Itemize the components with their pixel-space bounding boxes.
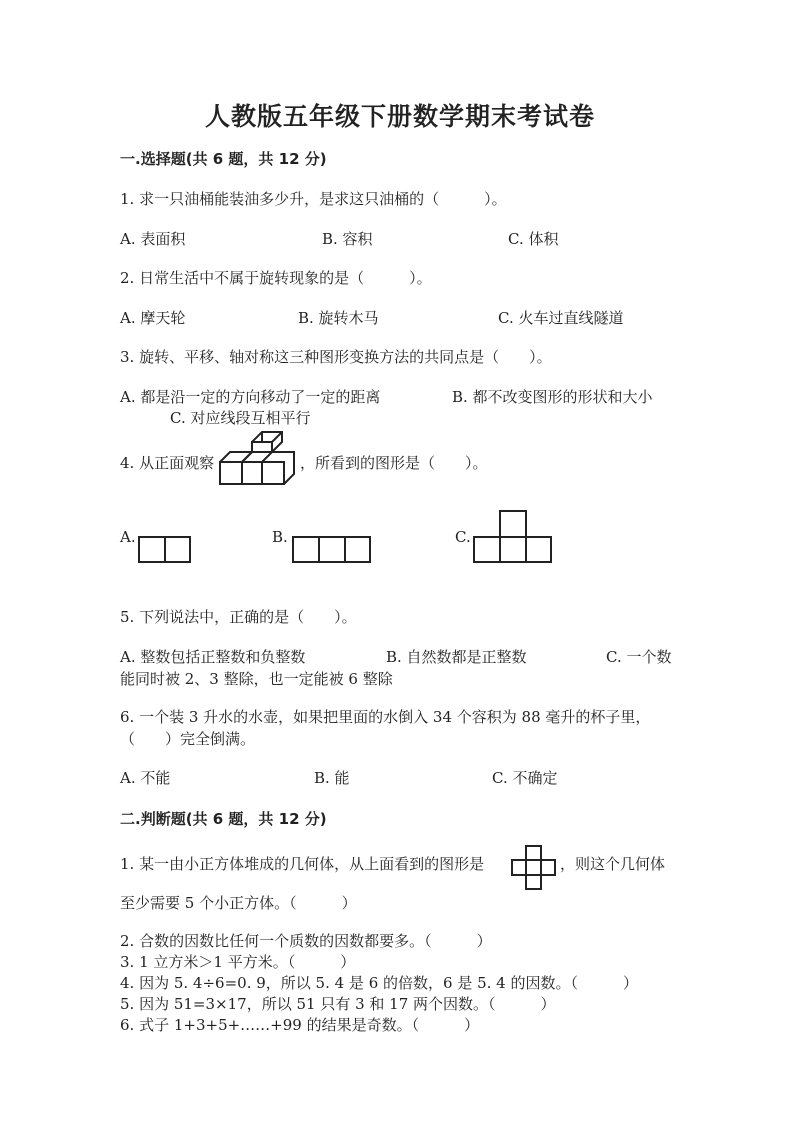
judge-question-5: 5. 因为 51=3×17，所以 51 只有 3 和 17 两个因数。（ ） xyxy=(120,995,556,1013)
q1-option-b: B. 容积 xyxy=(322,230,373,248)
q6-option-c: C. 不确定 xyxy=(492,769,558,787)
question-1: 1. 求一只油桶能装油多少升，是求这只油桶的（ ）。 xyxy=(120,190,507,208)
question-6-line2: （ ）完全倒满。 xyxy=(120,730,256,748)
judge-question-1-end: ，则这个几何体 xyxy=(560,855,666,873)
q4-option-a-figure xyxy=(138,536,192,564)
judge-question-1-line2: 至少需要 5 个小正方体。（ ） xyxy=(120,894,357,912)
q2-option-b: B. 旋转木马 xyxy=(298,309,379,327)
q5-option-a: A. 整数包括正整数和负整数 xyxy=(120,648,306,666)
judge-question-1-start: 1. 某一由小正方体堆成的几何体，从上面看到的图形是 xyxy=(120,855,485,873)
q3-option-c: C. 对应线段互相平行 xyxy=(170,409,311,427)
question-6-line1: 6. 一个装 3 升水的水壶，如果把里面的水倒入 34 个容积为 88 毫升的杯子里， xyxy=(120,708,651,726)
judge-question-4: 4. 因为 5. 4÷6=0. 9，所以 5. 4 是 6 的倍数，6 是 5. 4 的因数。（ ） xyxy=(120,974,638,992)
q4-option-b-figure xyxy=(292,536,372,564)
page-title: 人教版五年级下册数学期末考试卷 xyxy=(204,102,595,131)
question-3: 3. 旋转、平移、轴对称这三种图形变换方法的共同点是（ ）。 xyxy=(120,348,552,366)
question-5: 5. 下列说法中，正确的是（ ）。 xyxy=(120,608,357,626)
q5-option-b: B. 自然数都是正整数 xyxy=(386,648,527,666)
question-4-end: ，所看到的图形是（ ）。 xyxy=(300,454,488,472)
judge-question-3: 3. 1 立方米＞1 平方米。（ ） xyxy=(120,953,356,971)
q4-option-c: C. xyxy=(455,528,471,546)
q5-option-c-cont: 能同时被 2、3 整除，也一定能被 6 整除 xyxy=(120,670,393,688)
q5-option-c: C. 一个数 xyxy=(606,648,672,666)
section-heading-choice: 一.选择题(共 6 题，共 12 分) xyxy=(120,150,327,168)
q6-option-b: B. 能 xyxy=(314,769,350,787)
q2-option-a: A. 摩天轮 xyxy=(120,309,186,327)
q4-option-a: A. xyxy=(120,528,136,546)
question-4-start: 4. 从正面观察 xyxy=(120,454,215,472)
q1-option-a: A. 表面积 xyxy=(120,230,186,248)
q1-option-c: C. 体积 xyxy=(508,230,559,248)
judge-question-2: 2. 合数的因数比任何一个质数的因数都要多。（ ） xyxy=(120,932,492,950)
q4-option-b: B. xyxy=(272,528,288,546)
q2-option-c: C. 火车过直线隧道 xyxy=(498,309,624,327)
section-heading-judgement: 二.判断题(共 6 题，共 12 分) xyxy=(120,810,327,828)
q3-option-a: A. 都是沿一定的方向移动了一定的距离 xyxy=(120,388,381,406)
judge-q1-top-view-figure xyxy=(511,845,557,891)
judge-question-6: 6. 式子 1+3+5+……+99 的结果是奇数。（ ） xyxy=(120,1016,480,1034)
q4-option-c-figure xyxy=(473,510,553,564)
q4-solid-figure xyxy=(218,445,298,487)
q3-option-b: B. 都不改变图形的形状和大小 xyxy=(452,388,653,406)
q6-option-a: A. 不能 xyxy=(120,769,171,787)
question-2: 2. 日常生活中不属于旋转现象的是（ ）。 xyxy=(120,269,432,287)
